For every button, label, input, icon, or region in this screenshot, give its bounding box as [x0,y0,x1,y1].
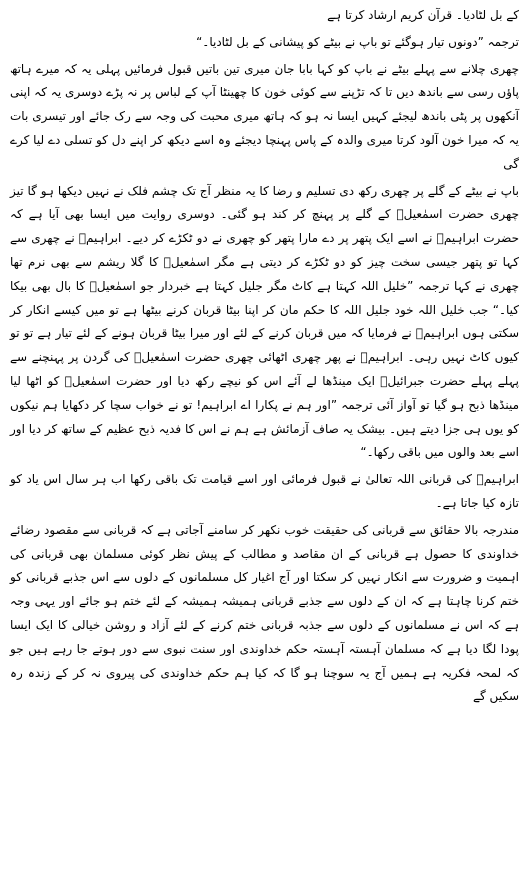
paragraph-intro: کے بل لٹادیا۔ قرآن کریم ارشاد کرتا ہے [327,8,519,22]
paragraph-quran-translation: ترجمہ ”دونوں تیار ہوگئے تو باپ نے بیٹے کو پیشانی کے بل لٹادیا۔“ [196,34,519,49]
paragraph-three-requests: چھری چلانے سے پہلے بیٹے نے باپ کو کہا بابا جان میری تین باتیں قبول فرمائیں پہلی یہ کہ میرے ہاتھ پاؤں رسی سے باندھ دیں تا کہ تڑپنے سے کوئی خون کا چھینٹا آپ کے لباس پر نہ پڑے دوسری یہ کہ اپنی آنکھوں پر پٹی باندھ لیجئے کہیں ایسا نہ ہو کہ ہاتھ میری محبت کی وجہ سے رک جائے اور تیسری بات یہ کہ میرا خون آلود کرتا میری والدہ کے پاس پہنچا دیجئے وہ اسے دیکھ کر اپنے دل کو تسلی دے لیا کرے گی [10,61,519,171]
paragraph-conclusion: مندرجہ بالا حقائق سے قربانی کی حقیقت خوب نکھر کر سامنے آجاتی ہے کہ قربانی سے مقصود رضائے خداوندی کا حصول ہے قربانی کے ان مقاصد و مطالب کے پیش نظر کوئی مسلمان بھی قربانی کی اہمیت و ضرورت سے انکار نہیں کر سکتا اور آج اغیار کل مسلمانوں کے دلوں سے اس جذبے قربانی کو ختم کرنا چاہتا ہے کہ ان کے دلوں سے جذبے قربانی ہمیشہ ہمیشہ کے لئے ختم ہو جائے اور یہی وجہ ہے کہ اس نے مسلمانوں کے دلوں سے جذبہ قربانی ختم کرنے کے لئے آزاد و روشن خیالی کا ایک ایسا پودا لگا دیا ہے کہ مسلمان آہستہ آہستہ حکم خداوندی اور سنت نبوی سے دور ہوتے جا رہے ہیں جو کہ لمحہ فکریہ ہے ہمیں آج یہ سوچنا ہو گا کہ کیا ہم حکم خداوندی کی پیروی نہ کر کے زندہ رہ سکیں گے [10,522,519,704]
paragraph-acceptance: ابراہیمؑ کی قربانی اللہ تعالیٰ نے قبول فرمائی اور اسے قیامت تک باقی رکھا اب ہر سال اس یاد کو تازہ کیا جاتا ہے۔ [10,472,519,510]
paragraph-sacrifice-story: باپ نے بیٹے کے گلے پر چھری رکھ دی تسلیم و رضا کا یہ منظر آج تک چشم فلک نے نہیں دیکھا ہو گا تیز چھری حضرت اسمٰعیلؑ کے گلے پر پہنچ کر کند ہو گئی۔ دوسری روایت میں ایسا بھی آیا ہے کہ حضرت ابراہیمؑ نے اسے ایک پتھر پر دے مارا پتھر کو چھری نے دو ٹکڑے کر دیے۔ ابراہیمؑ نے چھری سے کہا تو پتھر جیسی سخت چیز کو دو ٹکڑے کر دیتی ہے مگر اسمٰعیلؑ کا گلا ریشم سے بھی نرم تھا چھری نے کہا ترجمہ ”خلیل اللہ کہتا ہے کاٹ مگر جلیل کہتا ہے خبردار جو اسمٰعیلؑ کا بال بھی بیکا کیا۔“ جب خلیل اللہ خود جلیل اللہ کا حکم مان کر اپنا بیٹا قربان کرنے بیٹھا ہے تو میں کیسے انکار کر سکتی ہوں ابراہیمؑ نے فرمایا کہ میں قربان کرنے کے لئے اور میرا بیٹا قربان ہونے کے لئے تیار ہے تو تو کیوں کاٹ نہیں رہی۔ ابراہیمؑ نے پھر چھری اٹھائی چھری حضرت اسمٰعیلؑ کی گردن پر پہنچنے سے پہلے پہلے حضرت جبرائیلؑ ایک مینڈھا لے آئے اس کو نیچے رکھ دیا اور حضرت اسمٰعیلؑ کو اٹھا لیا مینڈھا ذبح ہو گیا تو آواز آئی ترجمہ ”اور ہم نے پکارا اے ابراہیم! تو نے خواب سچا کر دکھایا ہم نیکوں کو یوں ہی جزا دیتے ہیں۔ بیشک یہ صاف آزمائش ہے ہم نے اس کا فدیہ ذبح عظیم کے ساتھ کر دیا اور اسے بعد والوں میں باقی رکھا۔“ [10,183,519,460]
